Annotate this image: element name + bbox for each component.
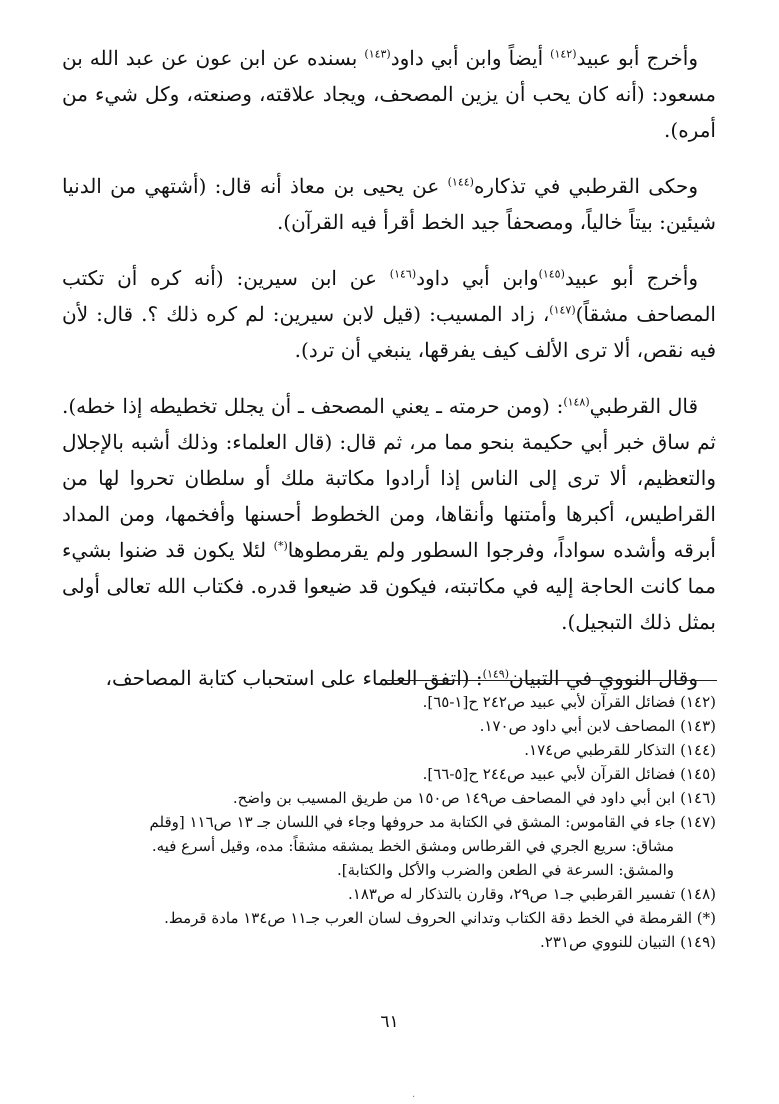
footnote-143: (١٤٣) المصاحف لابن أبي داود ص١٧٠. (479, 717, 716, 735)
text-run: وأخرج أبو عبيد (564, 266, 698, 290)
footnote-145: (١٤٥) فضائل القرآن لأبي عبيد ص٢٤٤ ح[٥-٦٦]. (422, 765, 716, 783)
main-text (62, 40, 716, 716)
paragraph-1 (62, 40, 716, 148)
footnote-ref: (١٤٧) (549, 303, 576, 317)
text-run: : (ومن حرمته ـ يعني المصحف ـ أن يجلل تخطيطه إذا خطه). ثم ساق خبر أبي حكيمة بنحو مما مر، ثم قال: (قال العلماء: وذلك أشبه بالإجلال والتعظيم، ألا ترى إلى الناس إذا أرادوا مكاتبة ملك أو سلطان تحروا لها من القراطيس، أكبرها وأمتنها وأنقاها، ومن الخطوط أحسنها وأفخمها، ومن المداد أبرقه وأشده سواداً، وفرجوا السطور ولم يقرمطوها (62, 394, 716, 562)
footnotes (62, 690, 716, 954)
footnote-149: (١٤٩) التبيان للنووي ص٢٣١. (540, 933, 716, 951)
footnote-ref: (*) (273, 539, 288, 553)
footnote-148: (١٤٨) تفسير القرطبي جـ١ ص٢٩، وقارن بالتذكار له ص١٨٣. (348, 885, 716, 903)
text-run: : (اتفق العلماء على استحباب كتابة المصاحف، (105, 666, 483, 690)
footnote-ref: (١٤٣) (364, 47, 391, 61)
text-run: لئلا يكون قد ضنوا بشيء مما كانت الحاجة إليه في مكاتبته، فيكون قد ضيعوا قدره. فكتاب الله تعالى أولى بمثل ذلك التبجيل). (62, 538, 716, 634)
page-number: ٦١ (380, 1012, 399, 1032)
text-run: عن ابن سيرين: (أنه كره أن تكتب المصاحف مشقاً) (62, 266, 716, 326)
footnote-ref: (١٤٥) (538, 267, 565, 281)
footnote-asterisk: (*) القرمطة في الخط دقة الكتاب وتداني الحروف لسان العرب جـ١١ ص١٣٤ مادة قرمط. (164, 909, 716, 927)
footnote-144: (١٤٤) التذكار للقرطبي ص١٧٤. (524, 741, 716, 759)
footnote-147-continued: مشاق: سريع الجري في القرطاس ومشق الخط يمشقه مشقاً: مده، وقيل أسرع فيه. (151, 837, 674, 855)
footnote-ref: (١٤٢) (550, 47, 577, 61)
footnote-ref: (١٤٤) (447, 175, 474, 189)
paragraph-4 (62, 388, 716, 640)
text-run: وابن أبي داود (416, 266, 539, 290)
footnote-142: (١٤٢) فضائل القرآن لأبي عبيد ص٢٤٢ ح[١-٦٥]. (422, 693, 716, 711)
text-run: أيضاً وابن أبي داود (390, 46, 551, 70)
text-run: وأخرج أبو عبيد (576, 46, 698, 70)
footnote-147-continued: والمشق: السرعة في الطعن والضرب والأكل والكتابة]. (336, 861, 674, 879)
footnote-ref: (١٤٩) (482, 667, 509, 681)
scan-speck: · (412, 1092, 416, 1103)
text-run: قال القرطبي (589, 394, 699, 418)
paragraph-3 (62, 260, 716, 368)
footnote-147: (١٤٧) جاء في القاموس: المشق في الكتابة مد حروفها وجاء في اللسان جـ ١٣ ص١١٦ [وقلم (149, 813, 716, 831)
footnote-146: (١٤٦) ابن أبي داود في المصاحف ص١٤٩ ص١٥٠ من طريق المسيب بن واضح. (232, 789, 716, 807)
footnote-ref: (١٤٦) (389, 267, 417, 281)
footnote-divider (387, 680, 717, 681)
text-run: وقال النووي في التبيان (508, 666, 698, 690)
footnote-ref: (١٤٨) (563, 395, 590, 409)
text-run: عن يحيى بن معاذ أنه قال: (أشتهي من الدنيا شيئين: بيتاً خالياً، ومصحفاً جيد الخط أقرأ فيه القرآن). (62, 174, 716, 234)
text-run: بسنده عن ابن عون عن عبد الله بن مسعود: (أنه كان يحب أن يزين المصحف، ويجاد علاقته، وصنعته، وكل شيء من أمره). (62, 46, 716, 142)
paragraph-2 (62, 168, 716, 240)
text-run: وحكى القرطبي في تذكاره (473, 174, 698, 198)
text-run: ، زاد المسيب: (قيل لابن سيرين: لم كره ذلك ؟. قال: لأن فيه نقص، ألا ترى الألف كيف يفرقها، ينبغي أن ترد). (62, 302, 716, 362)
